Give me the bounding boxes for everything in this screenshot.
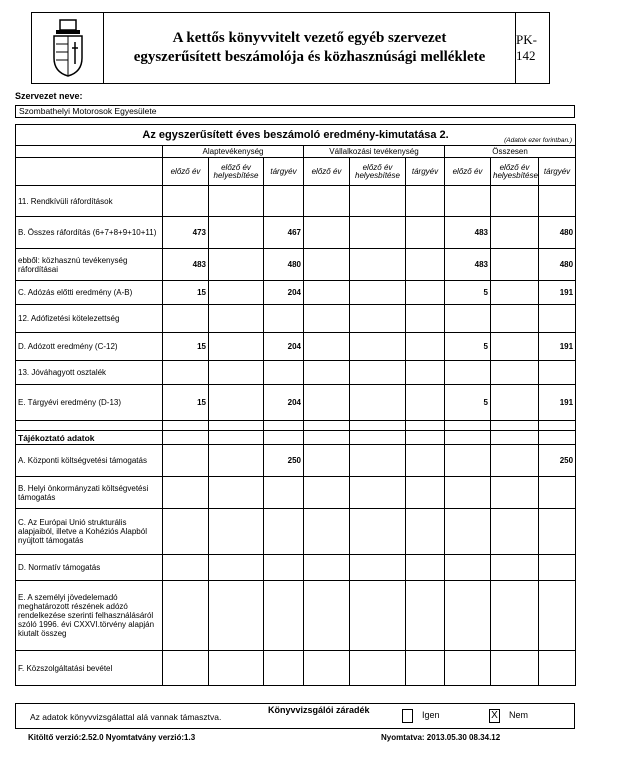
value-cell[interactable]: [163, 361, 209, 385]
subheader-cell: előző év: [163, 158, 209, 186]
value-cell[interactable]: [491, 385, 539, 421]
row-label: E. Tárgyévi eredmény (D-13): [16, 385, 163, 421]
info-section-title: Tájékoztató adatok: [16, 431, 163, 445]
row-label: 11. Rendkívüli ráfordítások: [16, 186, 163, 217]
value-cell[interactable]: [264, 361, 304, 385]
value-cell[interactable]: [304, 186, 350, 217]
value-cell[interactable]: [209, 361, 264, 385]
value-cell[interactable]: [304, 333, 350, 361]
value-cell[interactable]: 15: [163, 281, 209, 305]
spacer-cell: [209, 421, 264, 431]
row-label: F. Közszolgáltatási bevétel: [16, 651, 163, 686]
table-row: [16, 651, 576, 686]
value-cell[interactable]: [209, 385, 264, 421]
value-cell[interactable]: [304, 651, 350, 686]
subheader-cell: előző év helyesbítése: [350, 158, 406, 186]
row-label: D. Normatív támogatás: [16, 555, 163, 581]
value-cell[interactable]: [491, 445, 539, 477]
value-cell[interactable]: [406, 477, 445, 509]
value-cell[interactable]: 483: [445, 249, 491, 281]
value-cell[interactable]: [264, 581, 304, 651]
info-header-cell: [304, 431, 350, 445]
value-cell[interactable]: 191: [539, 385, 576, 421]
value-cell[interactable]: 480: [264, 249, 304, 281]
spacer-cell: [491, 421, 539, 431]
value-cell[interactable]: 204: [264, 385, 304, 421]
value-cell[interactable]: [209, 281, 264, 305]
value-cell[interactable]: [264, 651, 304, 686]
value-cell[interactable]: [491, 509, 539, 555]
audit-box: [15, 703, 575, 729]
section-total: Összesen: [445, 146, 576, 158]
value-cell[interactable]: 5: [445, 281, 491, 305]
value-cell[interactable]: [350, 509, 406, 555]
info-header-cell: [445, 431, 491, 445]
org-label: Szervezet neve:: [15, 91, 83, 101]
value-cell[interactable]: [491, 217, 539, 249]
subheader-cell: előző év: [445, 158, 491, 186]
audit-text: Az adatok könyvvizsgálattal alá vannak támasztva.: [30, 712, 222, 722]
value-cell[interactable]: [163, 581, 209, 651]
value-cell[interactable]: 473: [163, 217, 209, 249]
value-cell[interactable]: [350, 385, 406, 421]
spacer-cell: [406, 421, 445, 431]
row-label: 12. Adófizetési kötelezettség: [16, 305, 163, 333]
value-cell[interactable]: [350, 477, 406, 509]
value-cell[interactable]: [304, 281, 350, 305]
value-cell[interactable]: [304, 555, 350, 581]
form-code: PK-142: [516, 32, 537, 63]
value-cell[interactable]: [350, 555, 406, 581]
value-cell[interactable]: [539, 361, 576, 385]
value-cell[interactable]: [350, 333, 406, 361]
value-cell[interactable]: 15: [163, 385, 209, 421]
value-cell[interactable]: [304, 581, 350, 651]
subheader-cell: tárgyév: [539, 158, 576, 186]
value-cell[interactable]: [209, 186, 264, 217]
value-cell[interactable]: 5: [445, 333, 491, 361]
info-header-cell: [491, 431, 539, 445]
value-cell[interactable]: [163, 555, 209, 581]
value-cell[interactable]: [445, 651, 491, 686]
value-cell[interactable]: 250: [539, 445, 576, 477]
value-cell[interactable]: [163, 477, 209, 509]
value-cell[interactable]: [491, 581, 539, 651]
value-cell[interactable]: [406, 361, 445, 385]
coat-of-arms-icon: [32, 13, 104, 83]
info-header-cell: [539, 431, 576, 445]
row-label: C. Adózás előtti eredmény (A-B): [16, 281, 163, 305]
value-cell[interactable]: [445, 477, 491, 509]
unit-note: (Adatok ezer forintban.): [504, 137, 573, 144]
value-cell[interactable]: [406, 651, 445, 686]
value-cell[interactable]: [304, 361, 350, 385]
value-cell[interactable]: [304, 445, 350, 477]
value-cell[interactable]: [445, 445, 491, 477]
table-row: [16, 217, 576, 249]
section-basic: Alaptevékenység: [163, 146, 304, 158]
value-cell[interactable]: [539, 651, 576, 686]
value-cell[interactable]: [304, 477, 350, 509]
value-cell[interactable]: [406, 305, 445, 333]
table-row: [16, 281, 576, 305]
row-label: ebből: közhasznú tevékenység ráfordításai: [16, 249, 163, 281]
value-cell[interactable]: [406, 581, 445, 651]
value-cell[interactable]: [163, 445, 209, 477]
row-label: C. Az Európai Unió strukturális alapjaiból, illetve a Kohéziós Alapból nyújtott támogatás: [16, 509, 163, 555]
value-cell[interactable]: [406, 385, 445, 421]
value-cell[interactable]: [350, 445, 406, 477]
value-cell[interactable]: [445, 581, 491, 651]
table-row: [16, 361, 576, 385]
value-cell[interactable]: [539, 186, 576, 217]
value-cell[interactable]: [406, 281, 445, 305]
value-cell[interactable]: [209, 555, 264, 581]
value-cell[interactable]: 5: [445, 385, 491, 421]
value-cell[interactable]: [445, 361, 491, 385]
value-cell[interactable]: [264, 555, 304, 581]
value-cell[interactable]: 483: [445, 217, 491, 249]
value-cell[interactable]: [350, 581, 406, 651]
value-cell[interactable]: [406, 217, 445, 249]
info-header-cell: [264, 431, 304, 445]
row-label: E. A személyi jövedelemadó meghatározott részének adózó rendelkezése szerinti felhasználásáról szóló 1996. évi CXXVI.törvény alapján kiutalt összeg: [16, 581, 163, 651]
value-cell[interactable]: [264, 186, 304, 217]
form-title: [104, 13, 516, 83]
form-header: [31, 12, 550, 84]
info-header-cell: [406, 431, 445, 445]
value-cell[interactable]: [406, 249, 445, 281]
row-label: A. Központi költségvetési támogatás: [16, 445, 163, 477]
table-row: [16, 555, 576, 581]
value-cell[interactable]: [350, 217, 406, 249]
table-row: [16, 305, 576, 333]
value-cell[interactable]: [350, 361, 406, 385]
value-cell[interactable]: [491, 651, 539, 686]
form-title-line1: A kettős könyvvitelt vezető egyéb szervezet: [172, 30, 447, 46]
row-label: D. Adózott eredmény (C-12): [16, 333, 163, 361]
table-row: [16, 249, 576, 281]
value-cell[interactable]: 483: [163, 249, 209, 281]
audit-yes-checkbox[interactable]: [402, 709, 413, 723]
form-title-line2: egyszerűsített beszámolója és közhasznúsági melléklete: [133, 49, 486, 65]
value-cell[interactable]: [304, 305, 350, 333]
value-cell[interactable]: [445, 509, 491, 555]
value-cell[interactable]: [209, 477, 264, 509]
spacer-cell: [445, 421, 491, 431]
value-cell[interactable]: [539, 581, 576, 651]
value-cell[interactable]: 191: [539, 333, 576, 361]
audit-no-checkbox[interactable]: X: [489, 709, 500, 723]
value-cell[interactable]: [350, 651, 406, 686]
subheader-cell: tárgyév: [264, 158, 304, 186]
info-header-cell: [209, 431, 264, 445]
value-cell[interactable]: [491, 281, 539, 305]
audit-yes-label: Igen: [422, 710, 440, 720]
table-title-cell: [16, 125, 576, 146]
subheader-cell: előző év helyesbítése: [209, 158, 264, 186]
value-cell[interactable]: [209, 581, 264, 651]
value-cell[interactable]: [163, 509, 209, 555]
table-row: [16, 445, 576, 477]
value-cell[interactable]: [304, 249, 350, 281]
income-statement-table: [15, 124, 576, 686]
value-cell[interactable]: [350, 186, 406, 217]
table-row: [16, 581, 576, 651]
value-cell[interactable]: 480: [539, 217, 576, 249]
value-cell[interactable]: [264, 305, 304, 333]
value-cell[interactable]: [445, 305, 491, 333]
value-cell[interactable]: [163, 651, 209, 686]
subheader-cell: előző év helyesbítése: [491, 158, 539, 186]
value-cell[interactable]: [350, 305, 406, 333]
value-cell[interactable]: [406, 186, 445, 217]
spacer-cell: [304, 421, 350, 431]
corner-cell: [16, 146, 163, 158]
value-cell[interactable]: [209, 305, 264, 333]
value-cell[interactable]: [350, 281, 406, 305]
value-cell[interactable]: [445, 555, 491, 581]
value-cell[interactable]: 467: [264, 217, 304, 249]
spacer-cell: [264, 421, 304, 431]
value-cell[interactable]: [163, 186, 209, 217]
value-cell[interactable]: [304, 385, 350, 421]
table-row: [16, 186, 576, 217]
value-cell[interactable]: 191: [539, 281, 576, 305]
value-cell[interactable]: [350, 249, 406, 281]
value-cell[interactable]: [539, 477, 576, 509]
audit-no-label: Nem: [509, 710, 529, 720]
value-cell[interactable]: [209, 333, 264, 361]
value-cell[interactable]: [539, 555, 576, 581]
value-cell[interactable]: [406, 555, 445, 581]
info-header-cell: [350, 431, 406, 445]
spacer-cell: [163, 421, 209, 431]
spacer-cell: [16, 421, 163, 431]
value-cell[interactable]: [209, 249, 264, 281]
value-cell[interactable]: [209, 445, 264, 477]
value-cell[interactable]: [491, 555, 539, 581]
value-cell[interactable]: [209, 651, 264, 686]
value-cell[interactable]: 480: [539, 249, 576, 281]
table-row: [16, 385, 576, 421]
value-cell[interactable]: [539, 305, 576, 333]
row-label: B. Összes ráfordítás (6+7+8+9+10+11): [16, 217, 163, 249]
value-cell[interactable]: [163, 305, 209, 333]
value-cell[interactable]: [491, 361, 539, 385]
value-cell[interactable]: [209, 509, 264, 555]
value-cell[interactable]: [491, 186, 539, 217]
value-cell[interactable]: [491, 249, 539, 281]
value-cell[interactable]: [304, 509, 350, 555]
value-cell[interactable]: [264, 477, 304, 509]
footer-printed: Nyomtatva: 2013.05.30 08.34.12: [381, 733, 501, 742]
value-cell[interactable]: [539, 509, 576, 555]
section-business: Vállalkozási tevékenység: [304, 146, 445, 158]
value-cell[interactable]: [445, 186, 491, 217]
footer-version: Kitöltő verzió:2.52.0 Nyomtatvány verzió:1.3: [28, 733, 196, 742]
audit-title: Könyvvizsgálói záradék: [268, 705, 370, 715]
value-cell[interactable]: [209, 217, 264, 249]
value-cell[interactable]: [491, 333, 539, 361]
value-cell[interactable]: 15: [163, 333, 209, 361]
value-cell[interactable]: 204: [264, 281, 304, 305]
value-cell[interactable]: [264, 509, 304, 555]
value-cell[interactable]: [406, 333, 445, 361]
info-header-cell: [163, 431, 209, 445]
table-row: [16, 333, 576, 361]
value-cell[interactable]: [406, 445, 445, 477]
value-cell[interactable]: [491, 477, 539, 509]
table-title: Az egyszerűsített éves beszámoló eredmény-kimutatása 2.: [142, 129, 449, 141]
table-row: [16, 509, 576, 555]
row-label: 13. Jóváhagyott osztalék: [16, 361, 163, 385]
subheader-cell: tárgyév: [406, 158, 445, 186]
subheader-cell: előző év: [304, 158, 350, 186]
spacer-cell: [350, 421, 406, 431]
corner-cell-2: [16, 158, 163, 186]
spacer-cell: [539, 421, 576, 431]
value-cell[interactable]: [304, 217, 350, 249]
table-row: [16, 477, 576, 509]
row-label: B. Helyi önkormányzati költségvetési támogatás: [16, 477, 163, 509]
value-cell[interactable]: 204: [264, 333, 304, 361]
org-name-field[interactable]: Szombathelyi Motorosok Egyesülete: [15, 105, 575, 118]
value-cell[interactable]: [491, 305, 539, 333]
value-cell[interactable]: [406, 509, 445, 555]
value-cell[interactable]: 250: [264, 445, 304, 477]
